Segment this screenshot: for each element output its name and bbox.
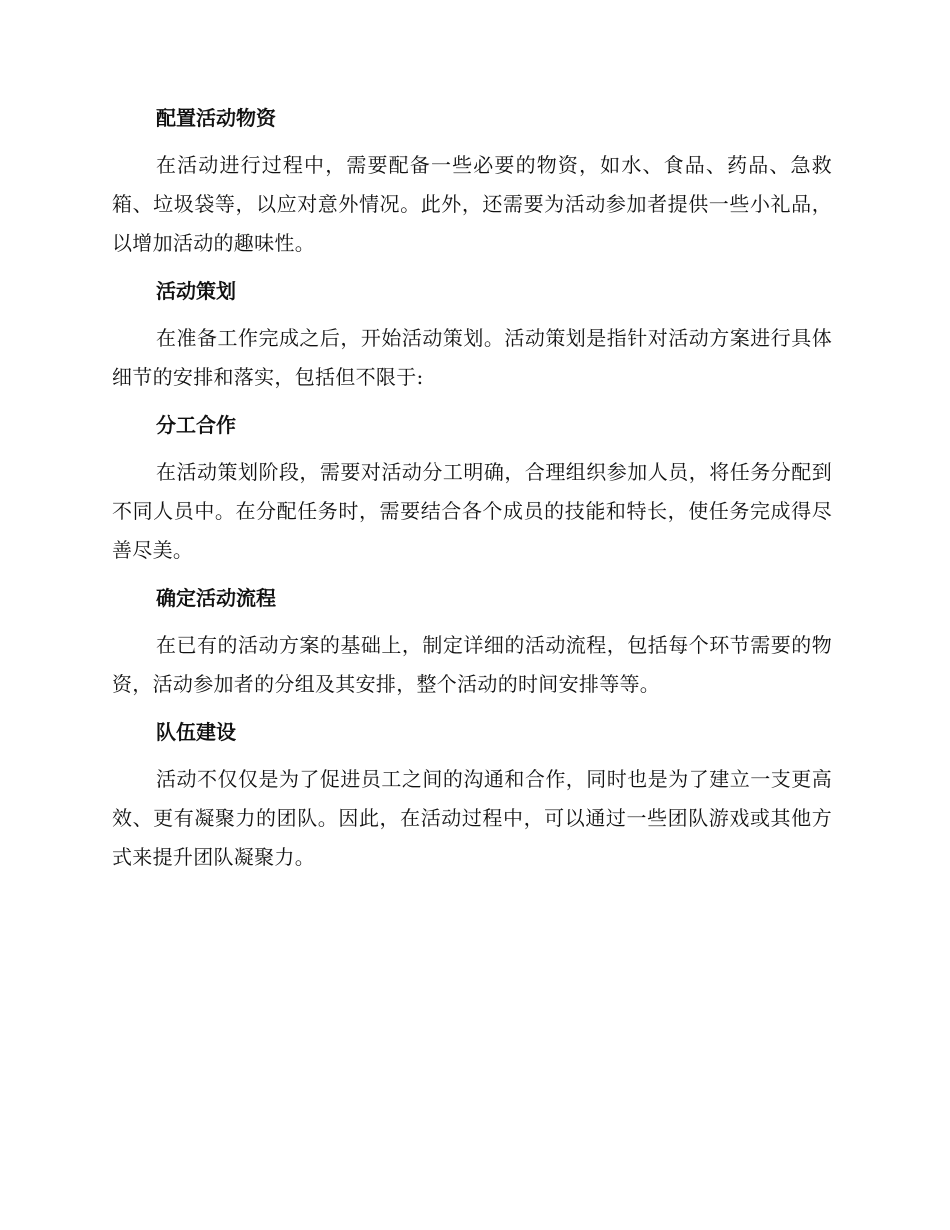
section-heading-materials: 配置活动物资 — [156, 106, 276, 130]
section-paragraph-planning: 在准备工作完成之后，开始活动策划。活动策划是指针对活动方案进行具体细节的安排和落实，包括但不限于: — [112, 326, 832, 389]
section-heading-team: 队伍建设 — [156, 720, 236, 744]
section-paragraph-division: 在活动策划阶段，需要对活动分工明确，合理组织参加人员，将任务分配到不同人员中。在分配任务时，需要结合各个成员的技能和特长，使任务完成得尽善尽美。 — [112, 460, 832, 562]
section-paragraph-process: 在已有的活动方案的基础上，制定详细的活动流程，包括每个环节需要的物资，活动参加者的分组及其安排，整个活动的时间安排等等。 — [112, 633, 832, 696]
section-paragraph-materials: 在活动进行过程中，需要配备一些必要的物资，如水、食品、药品、急救箱、垃圾袋等，以应对意外情况。此外，还需要为活动参加者提供一些小礼品，以增加活动的趣味性。 — [112, 153, 832, 255]
section-paragraph-team: 活动不仅仅是为了促进员工之间的沟通和合作，同时也是为了建立一支更高效、更有凝聚力的团队。因此，在活动过程中，可以通过一些团队游戏或其他方式来提升团队凝聚力。 — [112, 767, 832, 869]
section-heading-division: 分工合作 — [156, 413, 236, 437]
section-heading-planning: 活动策划 — [156, 279, 236, 303]
section-heading-process: 确定活动流程 — [156, 586, 276, 610]
document-body — [112, 104, 832, 891]
